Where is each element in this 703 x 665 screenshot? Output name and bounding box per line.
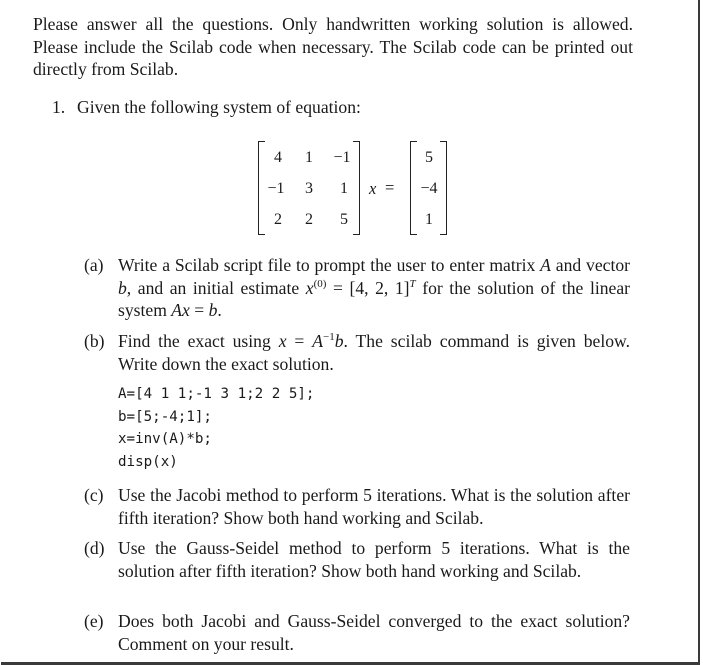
- part-b-text: Find the exact using $x = A^{-1}b$. The scilab command is given below. Write down the exact solution.: [118, 331, 630, 374]
- part-a: [84, 254, 630, 322]
- matrix-a-cell: −1: [267, 180, 285, 197]
- code-line: disp(x): [118, 453, 178, 470]
- code-line: x=inv(A)*b;: [118, 431, 212, 447]
- part-e: [84, 610, 630, 655]
- part-e-label: (e): [84, 611, 104, 631]
- matrix-a-cell: 2: [274, 211, 282, 228]
- equals-sign: =: [385, 178, 395, 197]
- part-e-text: Does both Jacobi and Gauss-Seidel converged to the exact solution? Comment on your result.: [118, 611, 630, 654]
- part-c-label: (c): [84, 485, 104, 505]
- instructions-paragraph: Please answer all the questions. Only handwritten working solution is allowed. Please include the Scilab code when necessary. The Scilab code can be printed out directly from Scilab.: [33, 14, 633, 79]
- part-b-label: (b): [84, 331, 105, 351]
- part-b: [84, 330, 630, 375]
- matrix-a-cell: 1: [305, 149, 313, 166]
- part-a-text: Write a Scilab script file to prompt the user to enter matrix A and vector b, and an initial estimate $x^{(0)} = [4$, 2, 1]$^T$ for the solution of the linear system Ax = b.: [118, 255, 630, 320]
- vector-b-cell: 1: [425, 211, 433, 228]
- matrix-a-cell: 1: [340, 180, 348, 197]
- matrix-a-cell: 5: [340, 211, 348, 228]
- matrix-a-cell: 4: [274, 149, 282, 166]
- part-d-label: (d): [84, 538, 105, 558]
- question-number: 1.: [52, 97, 66, 117]
- part-d: [84, 537, 630, 582]
- matrix-a-cell: 2: [305, 211, 313, 228]
- matrix-a-cell: −1: [333, 149, 351, 166]
- vector-b-cell: 5: [425, 149, 433, 166]
- code-line: b=[5;-4;1];: [118, 408, 212, 425]
- matrix-equation: [0, 0, 703, 250]
- code-line: A=[4 1 1;-1 3 1;2 2 5];: [118, 386, 315, 402]
- vector-b-cell: −4: [420, 180, 438, 197]
- variable-x: x: [369, 179, 377, 198]
- matrix-a-cell: 3: [305, 180, 313, 197]
- part-a-label: (a): [84, 255, 104, 275]
- scilab-code-block: [118, 383, 314, 473]
- part-d-text: Use the Gauss-Seidel method to perform 5 iterations. What is the solution after fifth iteration? Show both hand working and Scilab.: [118, 538, 630, 581]
- question-text: Given the following system of equation:: [77, 97, 361, 117]
- part-c-text: Use the Jacobi method to perform 5 iterations. What is the solution after fifth iteration? Show both hand working and Scilab.: [118, 485, 630, 528]
- part-c: [84, 484, 630, 529]
